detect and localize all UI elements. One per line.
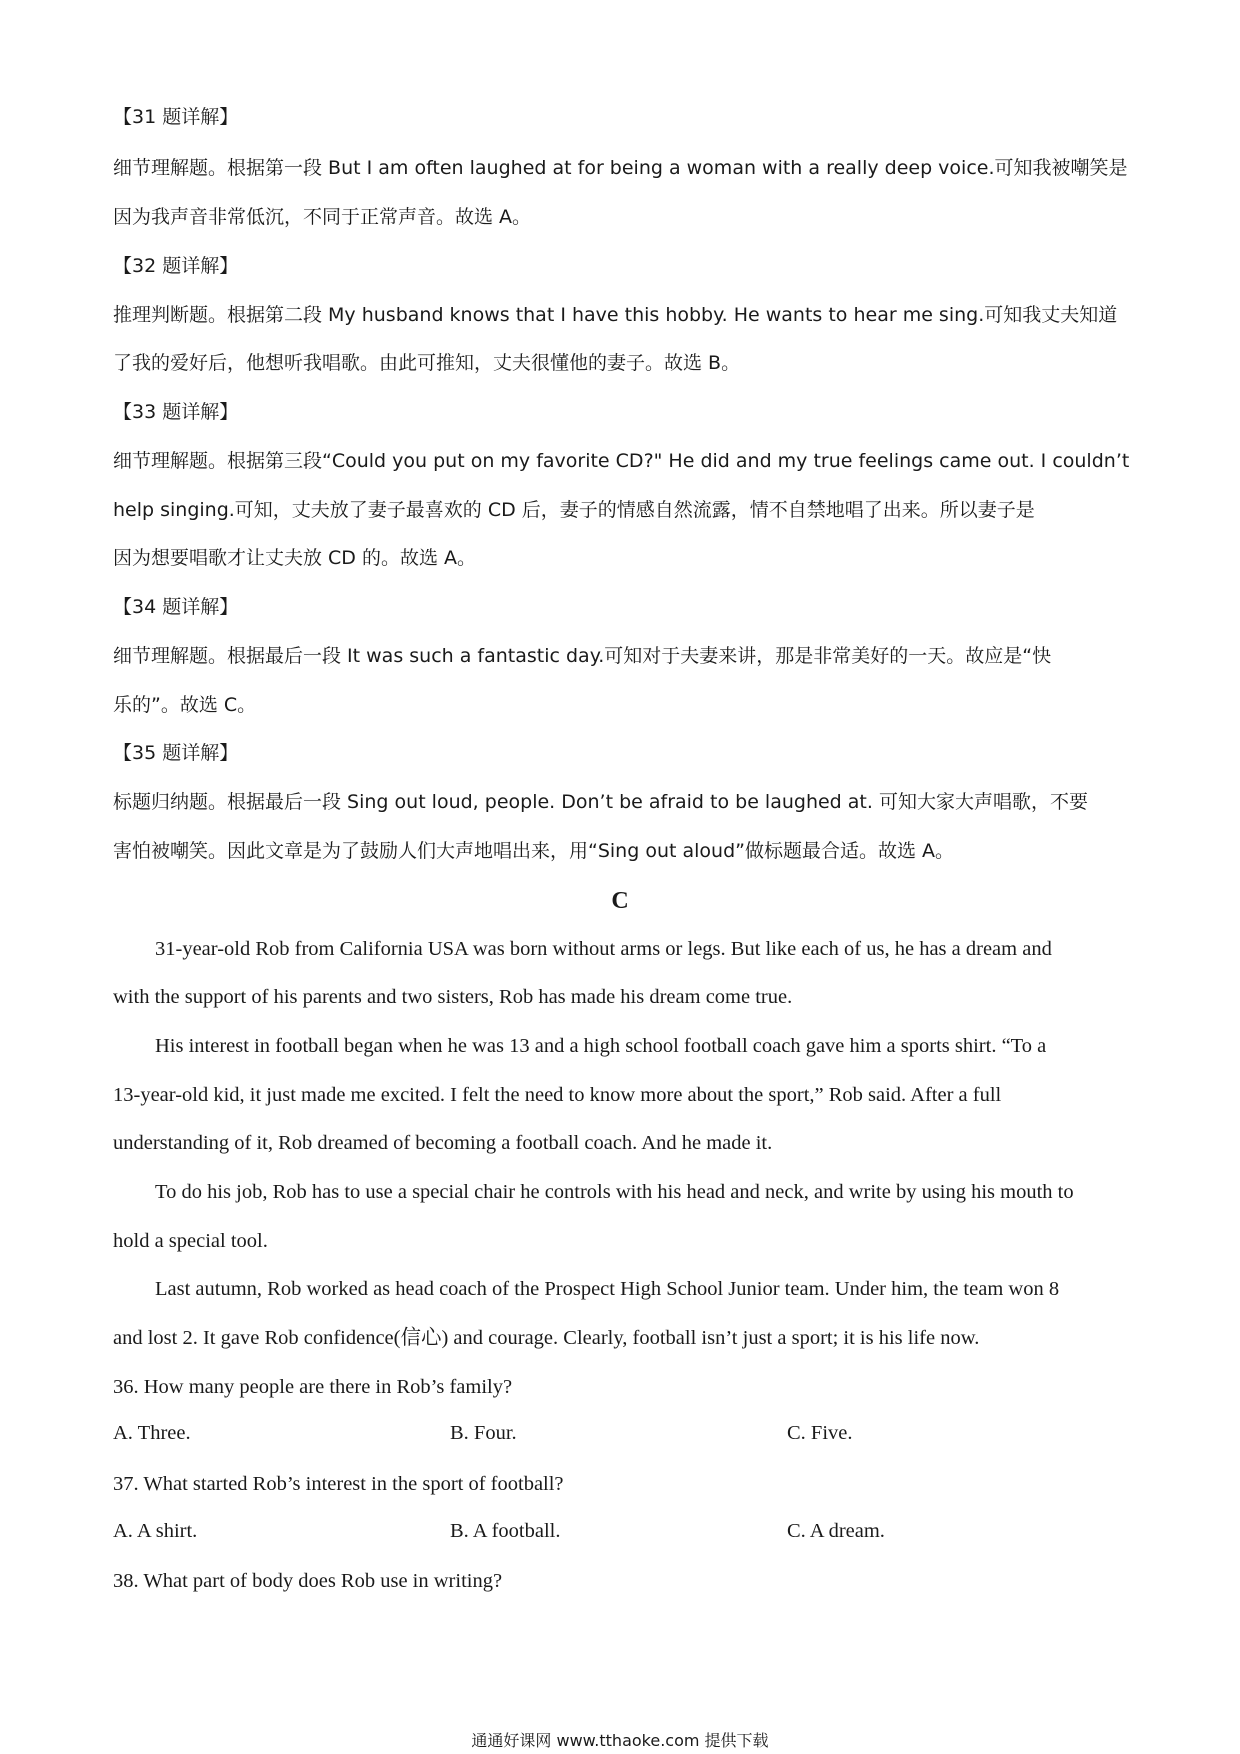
explanation-35-line-2: 害怕被嘲笑。因此文章是为了鼓励人们大声地唱出来，用“Sing out aloud”做标题最合适。故选 A。 xyxy=(113,840,955,862)
question-36-stem: 36. How many people are there in Rob’s family? xyxy=(113,1376,513,1398)
explanation-31-line-1: 细节理解题。根据第一段 But I am often laughed at for being a woman with a really deep voice.可知我被嘲笑是 xyxy=(113,157,1128,179)
passage-line-5: understanding of it, Rob dreamed of becoming a football coach. And he made it. xyxy=(113,1132,773,1154)
question-37-option-c: C. A dream. xyxy=(787,1520,885,1542)
question-36-option-a: A. Three. xyxy=(113,1422,191,1444)
passage-line-1: 31-year-old Rob from California USA was born without arms or legs. But like each of us, he has a dream and xyxy=(155,938,1052,960)
question-37-option-a: A. A shirt. xyxy=(113,1520,198,1542)
passage-line-6: To do his job, Rob has to use a special chair he controls with his head and neck, and write by using his mouth to xyxy=(155,1181,1074,1203)
passage-line-9: and lost 2. It gave Rob confidence(信心) and courage. Clearly, football isn’t just a sport; it is his life now. xyxy=(113,1327,980,1349)
explanation-34-line-1: 细节理解题。根据最后一段 It was such a fantastic day.可知对于夫妻来讲，那是非常美好的一天。故应是“快 xyxy=(113,645,1052,667)
question-36-option-b: B. Four. xyxy=(450,1422,517,1444)
question-37-option-b: B. A football. xyxy=(450,1520,561,1542)
passage-line-3: His interest in football began when he was 13 and a high school football coach gave him a sports shirt. “To a xyxy=(155,1035,1047,1057)
question-37-stem: 37. What started Rob’s interest in the sport of football? xyxy=(113,1473,564,1495)
explanation-33-line-1: 细节理解题。根据第三段“Could you put on my favorite CD?" He did and my true feelings came out. I couldn’t xyxy=(113,450,1130,472)
explanation-34-line-2: 乐的”。故选 C。 xyxy=(113,694,257,716)
question-38-stem: 38. What part of body does Rob use in writing? xyxy=(113,1570,503,1592)
footer-text: 通通好课网 www.tthaoke.com 提供下载 xyxy=(471,1731,769,1750)
explanation-34-heading: 【34 题详解】 xyxy=(113,596,239,618)
passage-line-2: with the support of his parents and two sisters, Rob has made his dream come true. xyxy=(113,986,793,1008)
section-title: C xyxy=(611,888,629,914)
explanation-33-line-2: help singing.可知，丈夫放了妻子最喜欢的 CD 后，妻子的情感自然流露，情不自禁地唱了出来。所以妻子是 xyxy=(113,499,1035,521)
explanation-33-heading: 【33 题详解】 xyxy=(113,401,239,423)
question-36-option-c: C. Five. xyxy=(787,1422,853,1444)
explanation-32-heading: 【32 题详解】 xyxy=(113,255,239,277)
passage-line-8: Last autumn, Rob worked as head coach of the Prospect High School Junior team. Under him, the team won 8 xyxy=(155,1278,1060,1300)
explanation-32-line-2: 了我的爱好后，他想听我唱歌。由此可推知，丈夫很懂他的妻子。故选 B。 xyxy=(113,352,741,374)
passage-line-4: 13-year-old kid, it just made me excited. I felt the need to know more about the sport,” Rob said. After a full xyxy=(113,1084,1002,1106)
passage-line-7: hold a special tool. xyxy=(113,1230,268,1252)
explanation-33-line-3: 因为想要唱歌才让丈夫放 CD 的。故选 A。 xyxy=(113,547,477,569)
explanation-32-line-1: 推理判断题。根据第二段 My husband knows that I have this hobby. He wants to hear me sing.可知我丈夫知道 xyxy=(113,304,1118,326)
explanation-35-heading: 【35 题详解】 xyxy=(113,742,239,764)
explanation-31-line-2: 因为我声音非常低沉，不同于正常声音。故选 A。 xyxy=(113,206,532,228)
explanation-31-heading: 【31 题详解】 xyxy=(113,106,239,128)
explanation-35-line-1: 标题归纳题。根据最后一段 Sing out loud, people. Don’t be afraid to be laughed at. 可知大家大声唱歌，不要 xyxy=(113,791,1088,813)
